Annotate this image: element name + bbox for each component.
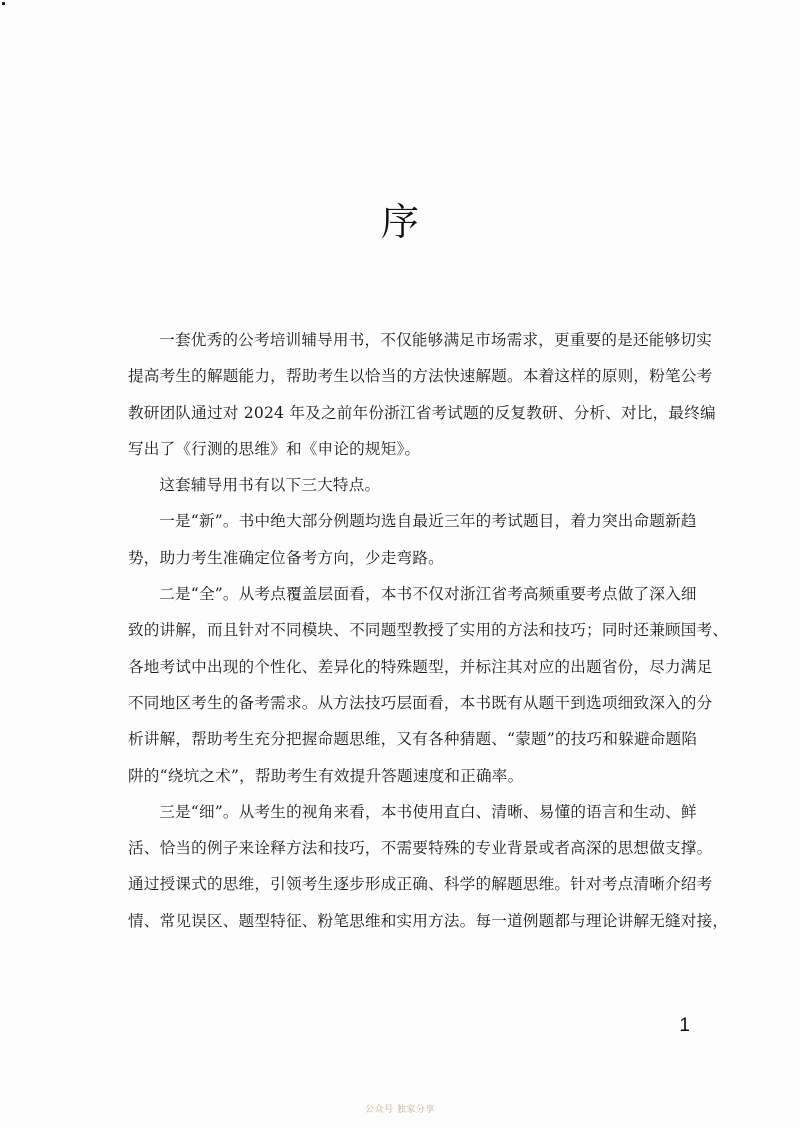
text-line: 阱的“绕坑之术”，帮助考生有效提升答题速度和正确率。 <box>128 766 524 785</box>
paragraph <box>128 467 694 503</box>
text-line: 一是“新”。书中绝大部分例题均选自最近三年的考试题目，着力突出命题新趋 <box>159 512 697 531</box>
text-line: 致的讲解，而且针对不同模块、不同题型教授了实用的方法和技巧；同时还兼顾国考、 <box>128 621 729 640</box>
text-line: 这套辅导用书有以下三大特点。 <box>159 476 381 495</box>
paragraph <box>128 503 697 576</box>
watermark: 公众号 独家分享 <box>365 1105 435 1115</box>
page-title: 序 <box>380 200 419 244</box>
paragraph <box>128 576 729 794</box>
text-line: 各地考试中出现的个性化、差异化的特殊题型，并标注其对应的出题省份，尽力满足 <box>128 657 713 676</box>
text-line: 析讲解，帮助考生充分把握命题思维，又有各种猜题、“蒙题”的技巧和躲避命题陷 <box>128 730 698 749</box>
text-line: 提高考生的解题能力，帮助考生以恰当的方法快速解题。本着这样的原则，粉笔公考 <box>128 367 713 386</box>
text-line: 一套优秀的公考培训辅导用书，不仅能够满足市场需求，更重要的是还能够切实 <box>159 331 712 349</box>
text-line: 通过授课式的思维，引领考生逐步形成正确、科学的解题思维。针对考点清晰介绍考 <box>128 875 713 894</box>
text-line: 二是“全”。从考点覆盖层面看，本书不仅对浙江省考高频重要考点做了深入细 <box>159 585 697 604</box>
text-line: 不同地区考生的备考需求。从方法技巧层面看，本书既有从题干到选项细致深入的分 <box>128 693 713 712</box>
paragraph <box>128 322 716 467</box>
text-line: 三是“细”。从考生的视角来看，本书使用直白、清晰、易懂的语言和生动、鲜 <box>159 802 697 821</box>
text-line: 活、恰当的例子来诠释方法和技巧，不需要特殊的专业背景或者高深的思想做支撑。 <box>128 839 713 858</box>
text-line: 势，助力考生准确定位备考方向，少走弯路。 <box>128 548 444 567</box>
scan-corner-mark <box>2 2 5 5</box>
page-number: 1 <box>679 1015 690 1036</box>
text-line: 教研团队通过对 2024 年及之前年份浙江省考试题的反复教研、分析、对比，最终编 <box>128 403 716 422</box>
text-line: 情、常见误区、题型特征、粉笔思维和实用方法。每一道例题都与理论讲解无缝对接， <box>128 911 729 930</box>
paragraph <box>128 794 729 939</box>
text-line: 写出了《行测的思维》和《申论的规矩》。 <box>128 439 421 458</box>
preface-body <box>128 322 729 939</box>
